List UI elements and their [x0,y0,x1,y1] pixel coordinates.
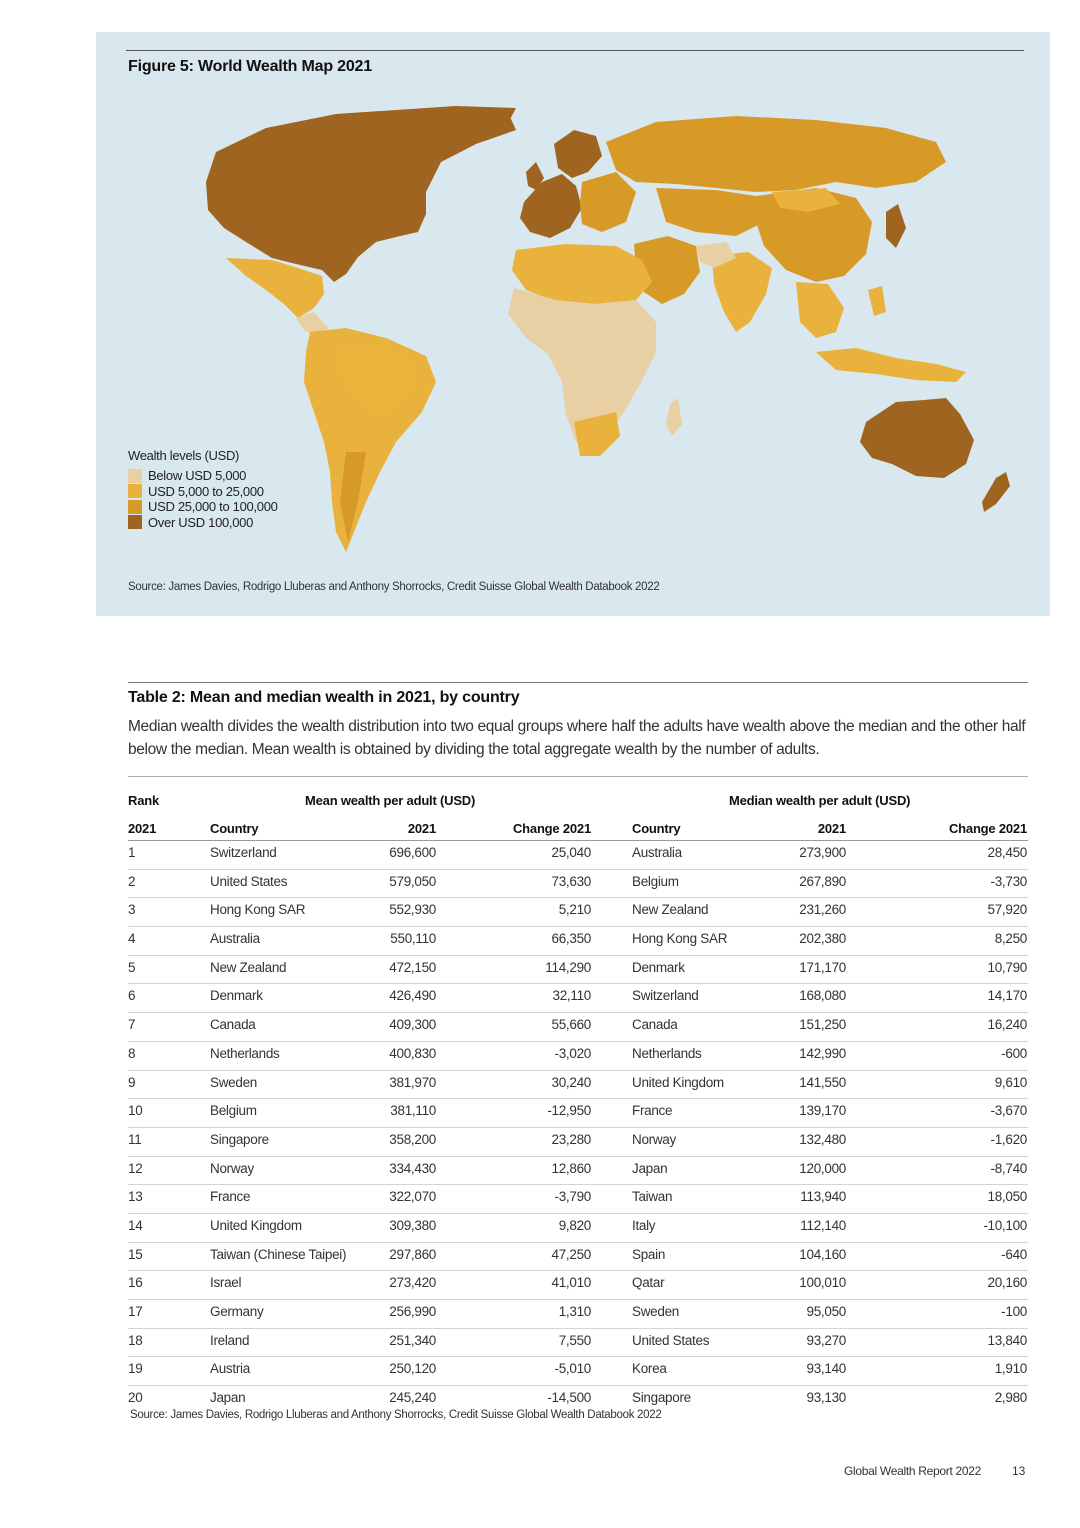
cell-mean-wealth: 579,050 [389,873,436,889]
cell-rank: 20 [128,1390,143,1406]
cell-median-change: 57,920 [987,902,1027,918]
cell-mean-country: Taiwan (Chinese Taipei) [210,1246,347,1262]
cell-median-country: Qatar [632,1275,665,1291]
cell-median-change: 13,840 [987,1332,1027,1348]
cell-mean-change: 1,310 [558,1304,591,1319]
cell-mean-change: -14,500 [547,1390,591,1406]
header-median-group: Median wealth per adult (USD) [729,793,911,808]
table-row [128,841,1028,870]
cell-mean-country: New Zealand [210,959,287,975]
cell-mean-wealth: 245,240 [389,1390,436,1406]
cell-median-change: -100 [1001,1304,1027,1319]
cell-median-wealth: 139,170 [799,1103,846,1119]
region-madagascar [666,398,682,436]
cell-mean-country: Austria [210,1361,250,1377]
cell-median-wealth: 141,550 [799,1074,846,1090]
cell-mean-change: 9,820 [558,1217,591,1233]
cell-mean-wealth: 297,860 [389,1246,436,1262]
cell-mean-country: Switzerland [210,845,277,860]
cell-median-change: -10,100 [983,1217,1027,1233]
legend-label: USD 25,000 to 100,000 [148,499,278,514]
region-australia [860,398,974,478]
cell-mean-country: Singapore [210,1131,269,1147]
cell-median-wealth: 273,900 [799,845,846,860]
cell-rank: 7 [128,1017,136,1033]
cell-mean-change: 25,040 [551,845,591,860]
cell-mean-wealth: 696,600 [389,845,436,860]
cell-rank: 2 [128,873,136,889]
cell-mean-country: Denmark [210,988,263,1004]
cell-median-wealth: 142,990 [799,1045,846,1061]
cell-mean-wealth: 358,200 [389,1131,436,1147]
cell-mean-country: Japan [210,1390,246,1406]
figure-source: Source: James Davies, Rodrigo Lluberas and Anthony Shorrocks, Credit Suisse Global Wealth Databook 2022 [128,581,660,593]
cell-mean-country: Canada [210,1017,256,1033]
legend-label: USD 5,000 to 25,000 [148,483,264,499]
cell-median-change: 18,050 [987,1189,1027,1205]
cell-mean-wealth: 550,110 [390,931,436,947]
map-legend [128,448,278,530]
cell-mean-country: Belgium [210,1103,257,1119]
region-russia [606,116,946,192]
cell-mean-wealth: 273,420 [389,1275,436,1291]
cell-mean-country: France [210,1189,251,1205]
cell-mean-change: 55,660 [551,1017,591,1033]
legend-swatch [128,515,142,529]
cell-median-change: -8,740 [990,1160,1027,1176]
cell-mean-country: Netherlands [210,1045,280,1061]
cell-median-wealth: 104,160 [799,1246,846,1262]
page-number: 13 [1012,1464,1026,1478]
cell-mean-country: United Kingdom [210,1217,302,1233]
cell-median-wealth: 120,000 [799,1160,846,1176]
cell-mean-change: 12,860 [551,1160,591,1176]
cell-mean-country: Hong Kong SAR [210,902,306,918]
cell-median-country: Australia [632,845,682,860]
cell-median-change: 28,450 [987,845,1027,860]
cell-mean-country: United States [210,873,288,889]
header-median-change: Change 2021 [948,821,1027,836]
legend-title: Wealth levels (USD) [128,448,240,463]
table-row [128,1185,1028,1214]
cell-rank: 17 [128,1304,143,1319]
cell-median-change: -3,730 [990,873,1027,889]
table-row [128,1357,1028,1386]
legend-item [128,515,278,531]
cell-mean-change: 30,240 [551,1074,591,1090]
cell-mean-change: 5,210 [558,902,591,918]
cell-mean-change: 32,110 [552,988,591,1004]
cell-rank: 11 [128,1131,142,1147]
cell-median-country: Sweden [632,1304,679,1319]
cell-rank: 6 [128,988,136,1004]
cell-mean-wealth: 552,930 [389,902,436,918]
cell-median-change: 14,170 [987,988,1027,1004]
header-median-country: Country [632,821,681,836]
cell-rank: 12 [128,1160,143,1176]
cell-mean-change: 23,280 [551,1131,591,1147]
cell-median-wealth: 112,140 [800,1217,846,1233]
cell-median-wealth: 151,250 [799,1017,846,1033]
cell-median-change: 8,250 [994,931,1027,947]
cell-rank: 16 [128,1275,143,1291]
cell-mean-change: 66,350 [551,931,591,947]
cell-rank: 4 [128,931,136,947]
table-row [128,898,1028,927]
cell-median-country: Denmark [632,959,685,975]
table-row [128,1243,1028,1272]
table-header-rule [128,776,1028,777]
legend-swatch [128,469,142,483]
region-new-zealand [982,472,1010,512]
cell-rank: 14 [128,1217,143,1233]
cell-rank: 8 [128,1045,136,1061]
cell-median-change: 10,790 [987,959,1027,975]
cell-rank: 9 [128,1074,136,1090]
cell-median-country: Spain [632,1246,666,1262]
table-row [128,927,1028,956]
cell-rank: 1 [128,845,136,860]
cell-median-country: Hong Kong SAR [632,931,728,947]
cell-mean-wealth: 472,150 [389,959,436,975]
header-mean-2021: 2021 [407,821,436,836]
cell-median-country: Belgium [632,873,679,889]
cell-median-wealth: 93,270 [806,1332,846,1348]
table-row [128,1013,1028,1042]
cell-rank: 15 [128,1246,143,1262]
cell-mean-change: 73,630 [551,873,591,889]
legend-item [128,484,278,500]
table-row [128,1128,1028,1157]
legend-item [128,468,278,484]
cell-median-change: 20,160 [987,1275,1027,1291]
cell-mean-wealth: 400,830 [389,1045,436,1061]
cell-median-wealth: 95,050 [806,1304,846,1319]
cell-rank: 19 [128,1361,143,1377]
cell-mean-wealth: 322,070 [389,1189,436,1205]
table-row [128,1329,1028,1358]
cell-median-change: -3,670 [990,1103,1027,1119]
cell-median-wealth: 100,010 [799,1275,846,1291]
cell-mean-wealth: 381,110 [390,1103,436,1119]
legend-label: Below USD 5,000 [148,468,247,483]
cell-mean-country: Sweden [210,1074,257,1090]
region-indonesia [816,348,966,382]
cell-mean-wealth: 256,990 [389,1304,436,1319]
cell-median-country: Singapore [632,1390,691,1406]
cell-mean-wealth: 409,300 [389,1017,436,1033]
table-title: Table 2: Mean and median wealth in 2021, by country [128,689,520,706]
cell-median-change: -600 [1001,1045,1027,1061]
world-wealth-map-figure [96,32,1050,616]
cell-mean-wealth: 426,490 [389,988,436,1004]
cell-mean-change: 47,250 [551,1246,591,1262]
legend-swatch [128,484,142,498]
cell-mean-change: -5,010 [554,1361,591,1377]
cell-median-change: 2,980 [994,1390,1027,1406]
table-row [128,870,1028,899]
table-row [128,1071,1028,1100]
table-row [128,1042,1028,1071]
cell-rank: 3 [128,902,136,918]
cell-mean-wealth: 334,430 [389,1160,436,1176]
legend-swatch [128,500,142,514]
header-rank: Rank [128,793,159,808]
region-scandinavia [554,130,602,178]
cell-median-wealth: 168,080 [799,988,846,1004]
cell-median-country: Taiwan [632,1189,673,1205]
cell-median-change: -1,620 [990,1131,1027,1147]
region-eastern-europe [580,172,636,232]
legend-item [128,499,278,515]
wealth-table-body [128,841,1028,1414]
header-mean-group: Mean wealth per adult (USD) [305,793,476,808]
cell-rank: 13 [128,1189,143,1205]
cell-mean-country: Norway [210,1160,254,1176]
table-top-rule [128,682,1028,683]
cell-rank: 10 [128,1103,143,1119]
cell-mean-wealth: 250,120 [389,1361,436,1377]
cell-rank: 5 [128,959,136,975]
report-footer: Global Wealth Report 2022 [844,1464,982,1478]
figure-title: Figure 5: World Wealth Map 2021 [128,58,372,75]
cell-mean-change: -3,790 [554,1189,591,1205]
cell-median-country: Japan [632,1160,668,1176]
table-row [128,1099,1028,1128]
table-row [128,956,1028,985]
cell-median-country: Italy [632,1217,656,1233]
region-southeast-asia [796,282,844,338]
cell-median-wealth: 171,170 [799,959,846,975]
table-row [128,1300,1028,1329]
cell-median-wealth: 202,380 [799,931,846,947]
header-rank-year: 2021 [128,821,157,836]
cell-median-change: 1,910 [994,1361,1027,1377]
cell-median-country: Netherlands [632,1045,702,1061]
cell-mean-country: Ireland [210,1332,250,1348]
cell-median-country: Norway [632,1131,676,1147]
cell-mean-country: Israel [210,1275,242,1291]
region-japan-korea [886,204,906,248]
cell-median-wealth: 93,130 [806,1390,846,1406]
legend-label: Over USD 100,000 [148,514,254,530]
cell-median-country: Korea [632,1361,667,1377]
cell-median-wealth: 231,260 [799,902,846,918]
region-central-asia [656,188,764,236]
table-source: Source: James Davies, Rodrigo Lluberas and Anthony Shorrocks, Credit Suisse Global Wealth Databook 2022 [130,1409,662,1421]
cell-mean-country: Germany [210,1304,264,1319]
cell-median-change: 16,240 [987,1017,1027,1033]
cell-median-wealth: 93,140 [806,1361,846,1377]
header-mean-country: Country [210,821,259,836]
cell-mean-change: 114,290 [545,959,591,975]
cell-median-country: United Kingdom [632,1074,724,1090]
cell-mean-change: -12,950 [547,1103,591,1119]
cell-median-country: Canada [632,1017,678,1033]
cell-mean-wealth: 381,970 [389,1074,436,1090]
cell-median-country: United States [632,1332,710,1348]
cell-rank: 18 [128,1332,143,1348]
cell-median-change: 9,610 [994,1074,1027,1090]
table-row [128,1157,1028,1186]
table-row [128,1214,1028,1243]
cell-mean-change: 41,010 [551,1275,591,1291]
cell-median-country: Switzerland [632,988,699,1004]
cell-median-wealth: 267,890 [799,873,846,889]
region-philippines [868,286,886,316]
cell-mean-country: Australia [210,931,260,947]
header-median-2021: 2021 [817,821,846,836]
table-row [128,1271,1028,1300]
cell-mean-wealth: 251,340 [389,1332,436,1348]
cell-median-change: -640 [1001,1246,1027,1262]
cell-median-country: France [632,1103,673,1119]
table-row [128,984,1028,1013]
cell-mean-change: -3,020 [554,1045,591,1061]
header-mean-change: Change 2021 [512,821,591,836]
cell-median-wealth: 113,940 [800,1189,846,1205]
cell-median-wealth: 132,480 [799,1131,846,1147]
cell-median-country: New Zealand [632,902,709,918]
cell-mean-change: 7,550 [558,1332,591,1348]
table-description: Median wealth divides the wealth distribution into two equal groups where half the adults have wealth above the median and the other half below the median. Mean wealth is obtained by dividing the total aggregate wealth by the number of adults. [128,718,1026,758]
cell-mean-wealth: 309,380 [389,1217,436,1233]
